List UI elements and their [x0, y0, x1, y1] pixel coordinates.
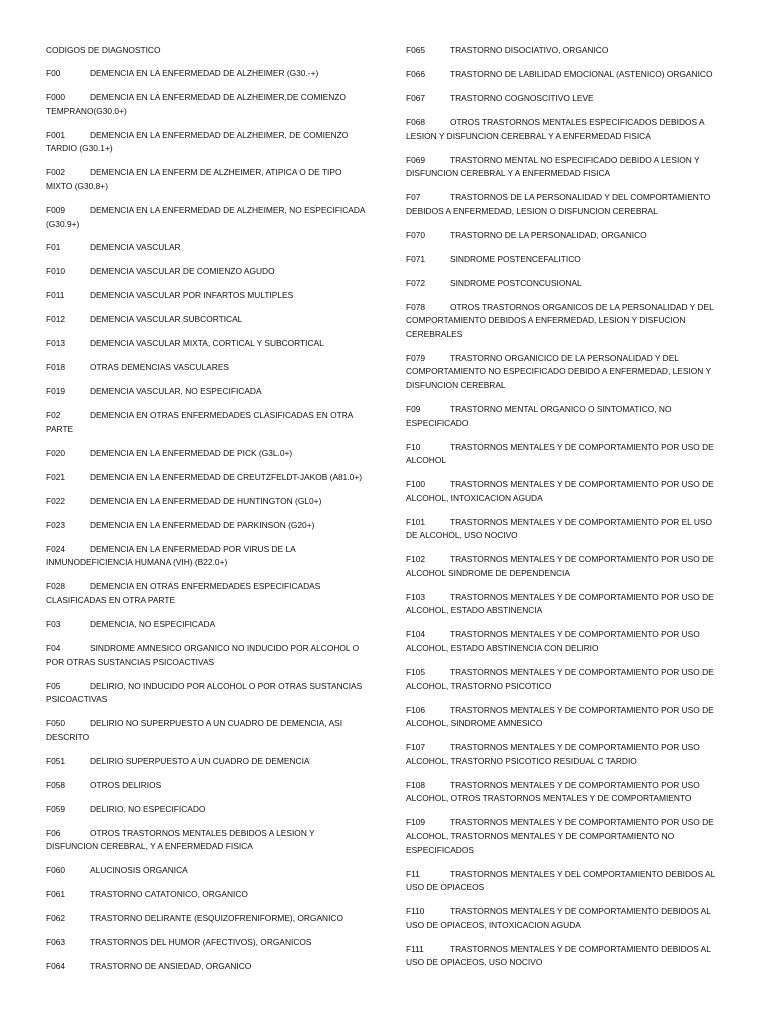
- diagnosis-description: OTROS DELIRIOS: [90, 779, 162, 790]
- diagnosis-code: F100: [406, 479, 426, 490]
- diagnosis-description: TRASTORNOS MENTALES Y DE COMPORTAMIENTO POR USO DE ALCOHOL, TRASTORNO PSICOTICO: [406, 667, 714, 691]
- diagnosis-entry: [46, 204, 368, 231]
- diagnosis-description: TRASTORNO MENTAL NO ESPECIFICADO DEBIDO A LESION Y DISFUNCION CEREBRAL Y A ENFERMEDAD FISICA: [406, 154, 700, 179]
- diagnosis-description: TRASTORNOS MENTALES Y DE COMPORTAMIENTO POR USO ALCOHOL, OTROS TRASTORNOS MENTALES Y DE COMPORTAMIENTO: [406, 779, 700, 804]
- diagnosis-entry: [46, 960, 368, 974]
- diagnosis-code: F072: [406, 277, 426, 288]
- diagnosis-code: F070: [406, 229, 426, 240]
- diagnosis-entry: [46, 409, 368, 436]
- diagnosis-description: TRASTORNOS MENTALES Y DE COMPORTAMIENTO POR USO DE ALCOHOL: [406, 441, 714, 466]
- diagnosis-description: DEMENCIA VASCULAR POR INFARTOS MULTIPLES: [90, 290, 294, 301]
- diagnosis-entry: [46, 755, 368, 769]
- diagnosis-code: F106: [406, 704, 426, 715]
- diagnosis-entry: [406, 628, 720, 655]
- diagnosis-code: F02: [46, 410, 61, 421]
- diagnosis-entry: [46, 495, 368, 509]
- diagnosis-entry: [406, 44, 720, 58]
- diagnosis-entry: [46, 91, 368, 118]
- diagnosis-code: F04: [46, 643, 61, 654]
- diagnosis-code: F103: [406, 591, 426, 602]
- diagnosis-description: TRASTORNO DE ANSIEDAD, ORGANICO: [90, 961, 252, 972]
- diagnosis-description: DEMENCIA VASCULAR, NO ESPECIFICADA: [90, 386, 262, 397]
- diagnosis-description: DEMENCIA EN LA ENFERMEDAD DE ALZHEIMER,DE COMIENZO TEMPRANO(G30.0+): [46, 92, 346, 116]
- diagnosis-code: F108: [406, 779, 426, 790]
- diagnosis-code: F064: [46, 961, 66, 972]
- diagnosis-entry: [46, 642, 368, 669]
- diagnosis-description: DEMENCIA EN OTRAS ENFERMEDADES ESPECIFICADAS CLASIFICADAS EN OTRA PARTE: [46, 581, 321, 606]
- diagnosis-code: F059: [46, 803, 66, 814]
- diagnosis-entry: [406, 478, 720, 505]
- diagnosis-entry: [46, 166, 368, 193]
- diagnosis-code: F023: [46, 519, 66, 530]
- diagnosis-code: F022: [46, 495, 66, 506]
- diagnosis-description: TRASTORNO ORGANICICO DE LA PERSONALIDAD Y DEL COMPORTAMIENTO NO ESPECIFICADO DEBIDO A ENFERMEDAD, LESION Y DISFUNCION CEREBRAL: [406, 352, 711, 390]
- diagnosis-description: TRASTORNOS MENTALES Y DE COMPORTAMIENTO POR USO DE ALCOHOL SINDROME DE DEPENDENCIA: [406, 554, 714, 578]
- diagnosis-code: F06: [46, 827, 61, 838]
- diagnosis-code: F020: [46, 447, 66, 458]
- diagnosis-entry: [46, 580, 368, 607]
- right-column: [406, 44, 720, 980]
- diagnosis-code: F10: [406, 441, 421, 452]
- diagnosis-description: OTRAS DEMENCIAS VASCULARES: [90, 362, 229, 373]
- diagnosis-entry: [406, 253, 720, 267]
- diagnosis-code: F101: [406, 516, 426, 527]
- left-column: [46, 44, 368, 984]
- diagnosis-code: F002: [46, 167, 66, 178]
- diagnosis-description: TRASTORNO DELIRANTE (ESQUIZOFRENIFORME), ORGANICO: [90, 913, 343, 924]
- diagnosis-code: F109: [406, 817, 426, 828]
- diagnosis-code: F107: [406, 742, 426, 753]
- diagnosis-code: F07: [406, 192, 421, 203]
- diagnosis-entry: [406, 905, 720, 932]
- diagnosis-code: F063: [46, 937, 66, 948]
- diagnosis-description: TRASTORNOS MENTALES Y DE COMPORTAMIENTO DEBIDOS AL USO DE OPIACEOS, USO NOCIVO: [406, 943, 711, 968]
- diagnosis-code: F09: [406, 403, 421, 414]
- diagnosis-entry: [406, 352, 720, 393]
- diagnosis-code: F067: [406, 92, 426, 103]
- diagnosis-description: DEMENCIA VASCULAR MIXTA, CORTICAL Y SUBCORTICAL: [90, 338, 324, 349]
- diagnosis-description: DEMENCIA EN LA ENFERMEDAD DE ALZHEIMER, DE COMIENZO TARDIO (G30.1+): [46, 129, 349, 154]
- diagnosis-entry: [46, 241, 368, 255]
- diagnosis-description: DEMENCIA, NO ESPECIFICADA: [90, 619, 216, 630]
- diagnosis-entry: [46, 337, 368, 351]
- diagnosis-code: F061: [46, 889, 66, 900]
- diagnosis-code: F069: [406, 154, 426, 165]
- diagnosis-description: TRASTORNOS MENTALES Y DE COMPORTAMIENTO POR USO DE ALCOHOL, ESTADO ABSTINENCIA: [406, 591, 714, 616]
- diagnosis-entry: [406, 116, 720, 143]
- diagnosis-description: TRASTORNOS DE LA PERSONALIDAD Y DEL COMPORTAMIENTO DEBIDOS A ENFERMEDAD, LESION O DISFUNCION CEREBRAL: [406, 192, 711, 216]
- diagnosis-entry: [46, 471, 368, 485]
- diagnosis-code: F009: [46, 204, 66, 215]
- diagnosis-entry: [46, 936, 368, 950]
- diagnosis-entry: [406, 154, 720, 181]
- diagnosis-description: DELIRIO, NO INDUCIDO POR ALCOHOL O POR OTRAS SUSTANCIAS PSICOACTIVAS: [46, 680, 363, 705]
- diagnosis-description: OTROS TRASTORNOS MENTALES DEBIDOS A LESION Y DISFUNCION CEREBRAL, Y A ENFERMEDAD FISICA: [46, 827, 315, 852]
- diagnosis-entry: [406, 516, 720, 543]
- diagnosis-description: DEMENCIA EN LA ENFERMEDAD DE CREUTZFELDT-JAKOB (A81.0+): [90, 471, 363, 482]
- diagnosis-entry: [406, 441, 720, 468]
- diagnosis-description: TRASTORNO MENTAL ORGANICO O SINTOMATICO, NO ESPECIFICADO: [406, 403, 672, 428]
- diagnosis-description: OTROS TRASTORNOS ORGANICOS DE LA PERSONALIDAD Y DEL COMPORTAMIENTO DEBIDOS A ENFERMEDAD, LESION Y DISFUCION CEREBRALES: [406, 301, 714, 339]
- diagnosis-entry: [406, 229, 720, 243]
- diagnosis-description: DEMENCIA EN LA ENFERM DE ALZHEIMER, ATIPICA O DE TIPO MIXTO (G30.8+): [46, 167, 342, 191]
- diagnosis-entry: [46, 519, 368, 533]
- diagnosis-entry: [406, 816, 720, 857]
- diagnosis-description: DEMENCIA EN LA ENFERMEDAD DE PICK (G3L.0+): [90, 447, 293, 458]
- diagnosis-entry: [46, 447, 368, 461]
- diagnosis-code: F079: [406, 352, 426, 363]
- diagnosis-entry: [46, 543, 368, 570]
- diagnosis-entry: [46, 680, 368, 707]
- diagnosis-description: TRASTORNOS MENTALES Y DE COMPORTAMIENTO POR USO ALCOHOL, ESTADO ABSTINENCIA CON DELIRIO: [406, 629, 700, 654]
- diagnosis-code: F062: [46, 913, 66, 924]
- diagnosis-description: TRASTORNO DISOCIATIVO, ORGANICO: [450, 45, 609, 55]
- diagnosis-description: DEMENCIA EN LA ENFERMEDAD DE ALZHEIMER (G30.-+): [90, 68, 319, 79]
- diagnosis-code: F001: [46, 129, 66, 140]
- diagnosis-description: DELIRIO NO SUPERPUESTO A UN CUADRO DE DEMENCIA, ASI DESCRITO: [46, 718, 343, 742]
- diagnosis-entry: [46, 888, 368, 902]
- diagnosis-code: F05: [46, 680, 61, 691]
- diagnosis-entry: [406, 191, 720, 218]
- diagnosis-description: DEMENCIA EN LA ENFERMEDAD DE ALZHEIMER, NO ESPECIFICADA (G30.9+): [46, 204, 366, 229]
- diagnosis-description: TRASTORNOS MENTALES Y DE COMPORTAMIENTO POR USO DE ALCOHOL, SINDROME AMNESICO: [406, 704, 714, 729]
- diagnosis-code: F019: [46, 386, 66, 397]
- diagnosis-description: TRASTORNOS MENTALES Y DE COMPORTAMIENTO POR USO DE ALCOHOL, TRASTORNOS MENTALES Y DE COMPORTAMIENTO NO ESPECIFICADOS: [406, 817, 714, 855]
- diagnosis-description: TRASTORNOS MENTALES Y DE COMPORTAMIENTO DEBIDOS AL USO DE OPIACEOS, INTOXICACION AGUDA: [406, 906, 711, 930]
- diagnosis-description: TRASTORNOS MENTALES Y DE COMPORTAMIENTO POR USO DE ALCOHOL, INTOXICACION AGUDA: [406, 479, 714, 503]
- diagnosis-code: F11: [406, 868, 420, 879]
- diagnosis-code: F065: [406, 45, 426, 55]
- diagnosis-description: DELIRIO, NO ESPECIFICADO: [90, 803, 206, 814]
- diagnosis-entry: [406, 591, 720, 618]
- diagnosis-entry: [406, 868, 720, 895]
- diagnosis-entry: [406, 277, 720, 291]
- diagnosis-code: F011: [46, 290, 65, 301]
- diagnosis-entry: [406, 68, 720, 82]
- diagnosis-description: DELIRIO SUPERPUESTO A UN CUADRO DE DEMENCIA: [90, 755, 310, 766]
- diagnosis-entry: [46, 361, 368, 375]
- diagnosis-code: F068: [406, 116, 426, 127]
- diagnosis-description: SINDROME AMNESICO ORGANICO NO INDUCIDO POR ALCOHOL O POR OTRAS SUSTANCIAS PSICOACTIVAS: [46, 643, 360, 667]
- diagnosis-code: F028: [46, 581, 66, 592]
- left-entry-list: [46, 67, 368, 974]
- diagnosis-code: F102: [406, 554, 426, 565]
- diagnosis-description: SINDROME POSTENCEFALITICO: [450, 253, 581, 264]
- diagnosis-code: F018: [46, 362, 66, 373]
- diagnosis-code: F071: [406, 253, 426, 264]
- diagnosis-description: TRASTORNO CATATONICO, ORGANICO: [90, 889, 248, 900]
- diagnosis-description: DEMENCIA EN OTRAS ENFERMEDADES CLASIFICADAS EN OTRA PARTE: [46, 410, 353, 434]
- right-entry-list: [406, 44, 720, 970]
- diagnosis-entry: [46, 313, 368, 327]
- diagnosis-code: F012: [46, 314, 66, 325]
- diagnosis-entry: [406, 741, 720, 768]
- diagnosis-code: F021: [46, 471, 66, 482]
- diagnosis-description: TRASTORNOS DEL HUMOR (AFECTIVOS), ORGANICOS: [90, 937, 312, 948]
- diagnosis-entry: [406, 553, 720, 580]
- diagnosis-description: TRASTORNO COGNOSCITIVO LEVE: [450, 92, 594, 103]
- diagnosis-entry: [406, 403, 720, 430]
- diagnosis-code: F110: [406, 906, 425, 917]
- diagnosis-code: F013: [46, 338, 66, 349]
- diagnosis-description: TRASTORNOS MENTALES Y DE COMPORTAMIENTO POR EL USO DE ALCOHOL, USO NOCIVO: [406, 516, 712, 541]
- diagnosis-entry: [406, 943, 720, 970]
- diagnosis-entry: [46, 618, 368, 632]
- diagnosis-entry: [406, 704, 720, 731]
- diagnosis-entry: [406, 301, 720, 342]
- diagnosis-description: TRASTORNOS MENTALES Y DEL COMPORTAMIENTO DEBIDOS AL USO DE OPIACEOS: [406, 868, 715, 893]
- diagnosis-description: DEMENCIA VASCULAR DE COMIENZO AGUDO: [90, 266, 275, 277]
- diagnosis-code: F111: [406, 943, 424, 954]
- diagnosis-entry: [406, 779, 720, 806]
- diagnosis-entry: [46, 803, 368, 817]
- document-title: CODIGOS DE DIAGNOSTICO: [46, 45, 161, 55]
- diagnosis-code: F104: [406, 629, 426, 640]
- diagnosis-description: DEMENCIA EN LA ENFERMEDAD DE PARKINSON (G20+): [90, 519, 315, 530]
- diagnosis-entry: [46, 717, 368, 744]
- diagnosis-entry: [406, 92, 720, 106]
- diagnosis-entry: [406, 666, 720, 693]
- diagnosis-description: DEMENCIA VASCULAR SUBCORTICAL: [90, 314, 243, 325]
- diagnosis-entry: [46, 779, 368, 793]
- diagnosis-code: F024: [46, 543, 66, 554]
- diagnosis-code: F010: [46, 266, 66, 277]
- diagnosis-entry: [46, 385, 368, 399]
- diagnosis-code: F060: [46, 865, 66, 876]
- diagnosis-description: SINDROME POSTCONCUSIONAL: [450, 277, 582, 288]
- diagnosis-code: F03: [46, 619, 61, 630]
- diagnosis-code: F01: [46, 242, 61, 253]
- diagnosis-description: DEMENCIA EN LA ENFERMEDAD DE HUNTINGTON (GL0+): [90, 495, 322, 506]
- diagnosis-code: F051: [46, 755, 66, 766]
- diagnosis-code: F066: [406, 68, 426, 79]
- diagnosis-description: ALUCINOSIS ORGANICA: [90, 865, 188, 876]
- diagnosis-entry: [46, 265, 368, 279]
- diagnosis-entry: [46, 827, 368, 854]
- diagnosis-code: F050: [46, 718, 66, 729]
- diagnosis-entry: [46, 129, 368, 156]
- diagnosis-code: F105: [406, 667, 426, 678]
- diagnosis-description: TRASTORNO DE LA PERSONALIDAD, ORGANICO: [450, 229, 647, 240]
- diagnosis-code: F000: [46, 92, 66, 103]
- diagnosis-entry: [46, 289, 368, 303]
- diagnosis-description: TRASTORNO DE LABILIDAD EMOCIONAL (ASTENICO) ORGANICO: [450, 68, 713, 79]
- diagnosis-entry: [46, 912, 368, 926]
- diagnosis-entry: [46, 864, 368, 878]
- diagnosis-description: OTROS TRASTORNOS MENTALES ESPECIFICADOS DEBIDOS A LESION Y DISFUNCION CEREBRAL Y A ENFERMEDAD FISICA: [406, 116, 705, 141]
- diagnosis-code: F058: [46, 779, 66, 790]
- diagnosis-description: DEMENCIA EN LA ENFERMEDAD POR VIRUS DE LA INMUNODEFICIENCIA HUMANA (VIH) (B22.0+): [46, 543, 296, 568]
- diagnosis-entry: [46, 67, 368, 81]
- diagnosis-code: F078: [406, 301, 426, 312]
- diagnosis-code: F00: [46, 68, 61, 79]
- diagnosis-description: TRASTORNOS MENTALES Y DE COMPORTAMIENTO POR USO ALCOHOL, TRASTORNO PSICOTICO RESIDUAL C TARDIO: [406, 742, 700, 766]
- diagnosis-description: DEMENCIA VASCULAR: [90, 242, 181, 253]
